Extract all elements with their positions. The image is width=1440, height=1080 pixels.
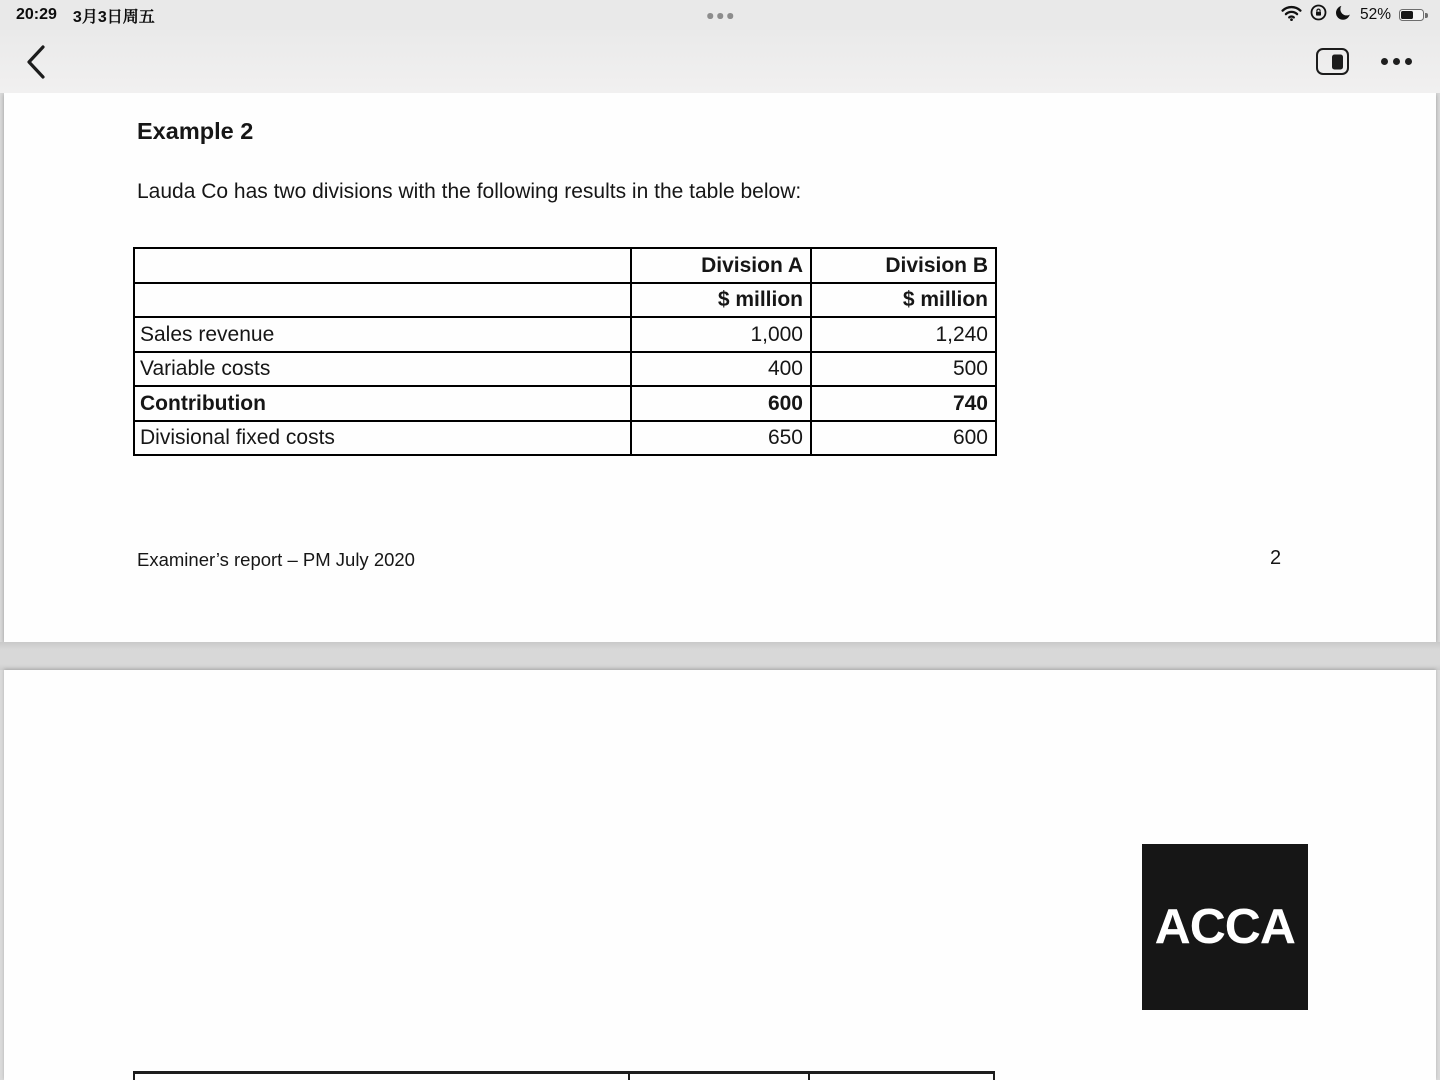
multitask-indicator-icon[interactable] [707,13,733,19]
page-gap [0,642,1440,670]
table-row-variable-costs: Variable costs 400 500 [134,352,996,387]
back-button[interactable] [20,43,52,81]
more-ellipsis-icon [1381,58,1388,65]
status-bar [0,0,1440,30]
status-left [16,4,155,27]
battery-icon [1399,9,1424,22]
moon-icon [1335,4,1352,26]
date: 3月3日周五 [72,8,155,26]
page-view-icon [1332,54,1343,69]
acca-logo-text: ACCA [1154,900,1296,954]
table-header-row [134,248,996,283]
back-chevron-icon [21,69,51,84]
battery-nub [1425,13,1428,19]
status-right [1281,4,1424,26]
acca-logo [1142,844,1308,1010]
orientation-lock-icon [1310,4,1327,26]
document-footer: Examiner’s report – PM July 2020 [137,549,415,570]
wifi-icon [1281,5,1302,26]
division-a-header: Division A [631,248,811,283]
intro-text: Lauda Co has two divisions with the following results in the table below: [137,180,802,203]
battery-percent: 52% [1359,6,1391,23]
table-row-sales-revenue: Sales revenue 1,000 1,240 [134,317,996,352]
pdf-page-2 [4,670,1436,1080]
page-number: 2 [1270,547,1282,569]
table-row-contribution: Contribution 600 740 [134,386,996,421]
example-heading: Example 2 [137,118,254,144]
more-options-button[interactable] [1379,52,1414,71]
next-table-top-edge [133,1071,995,1080]
nav-right-actions [1316,30,1414,93]
table-unit-row: $ million $ million [134,283,996,318]
nav-toolbar [0,30,1440,93]
battery-fill [1401,11,1413,20]
table-row-divisional-fixed-costs: Divisional fixed costs 650 600 [134,421,996,456]
clock: 20:29 [16,6,57,23]
results-table [133,247,997,456]
page-view-button[interactable] [1316,48,1349,75]
division-b-header: Division B [811,248,996,283]
pdf-page-1 [4,93,1436,642]
